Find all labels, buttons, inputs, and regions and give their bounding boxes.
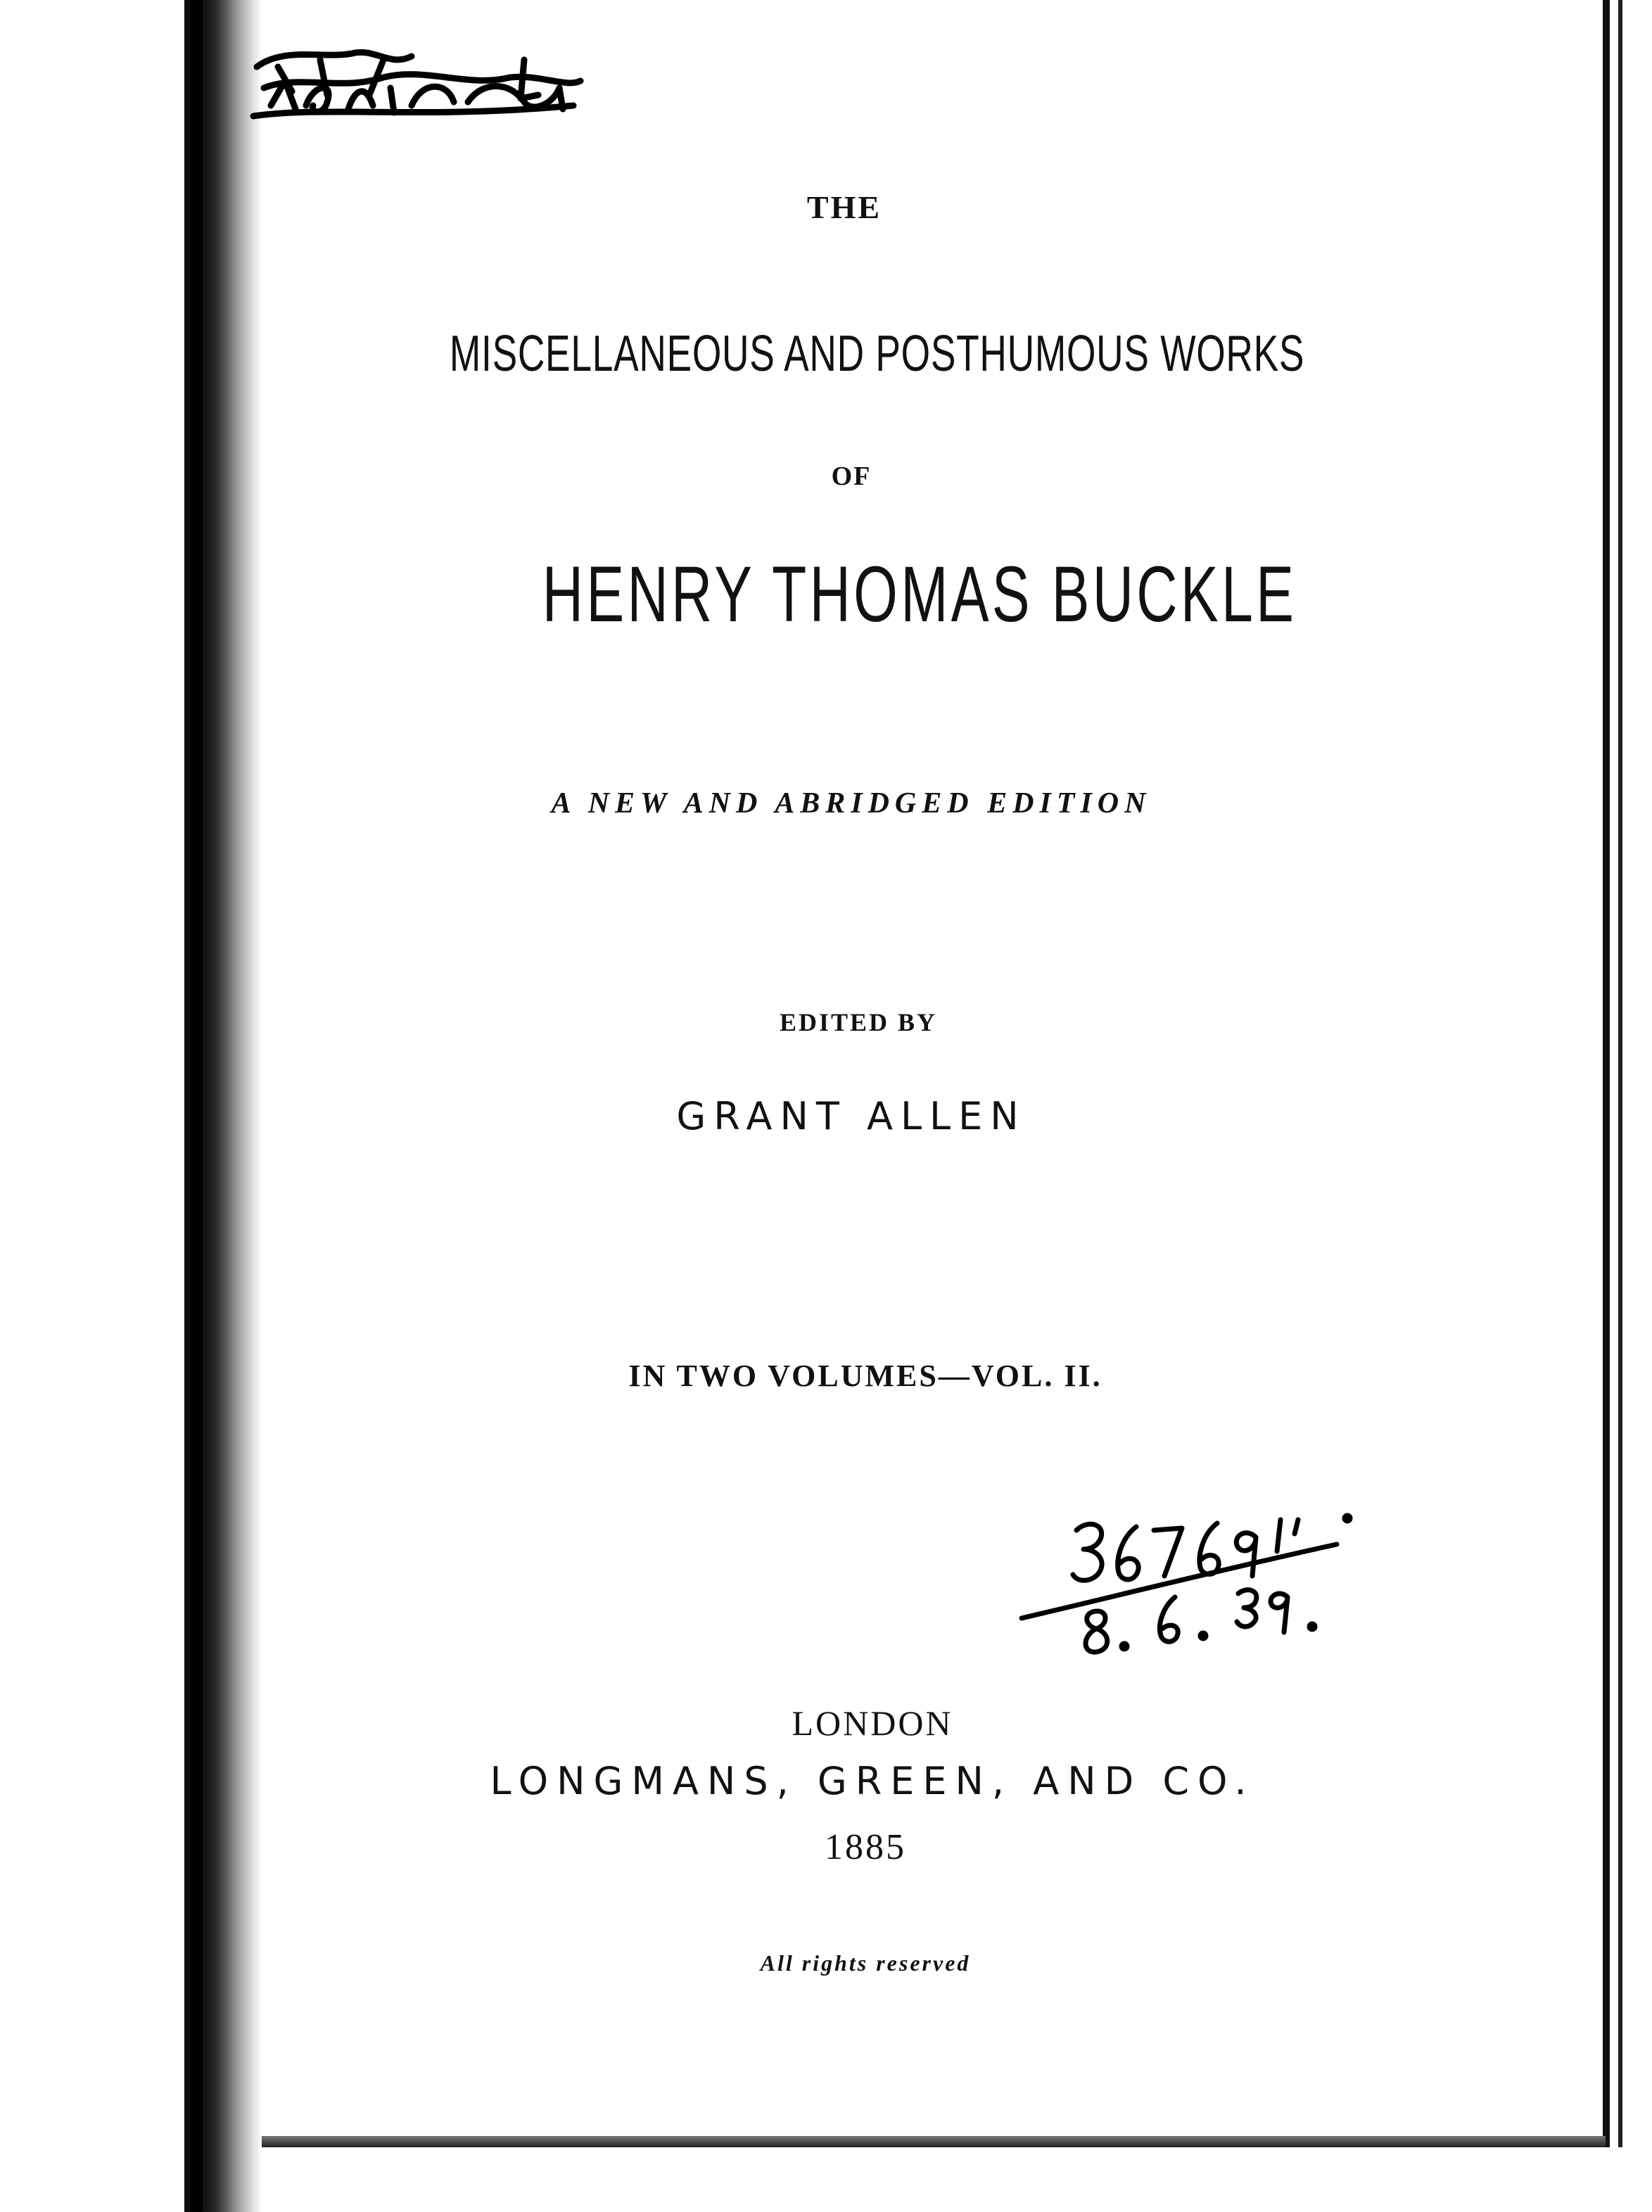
publication-year: 1885 xyxy=(825,1827,906,1867)
publisher-name: LONGMANS, GREEN, AND CO. xyxy=(490,1759,1255,1803)
below-page xyxy=(262,2147,1652,2212)
library-accession-mark xyxy=(1013,1499,1365,1667)
edition-line: A NEW AND ABRIDGED EDITION xyxy=(551,787,1152,820)
rights-notice: All rights reserved xyxy=(760,1950,971,1976)
editor-name: GRANT ALLEN xyxy=(676,1094,1027,1138)
page-edge-outer xyxy=(1618,0,1622,2212)
publication-place: LONDON xyxy=(792,1703,953,1743)
title-article: THE xyxy=(806,189,882,225)
title-page xyxy=(262,0,1599,2139)
struck-shelfmark xyxy=(243,39,587,130)
book-gutter xyxy=(184,0,262,2212)
author-name: HENRY THOMAS BUCKLE xyxy=(542,550,1297,638)
left-endpaper xyxy=(0,0,184,2212)
edited-by-label: EDITED BY xyxy=(779,1008,938,1036)
book-title: MISCELLANEOUS AND POSTHUMOUS WORKS xyxy=(449,326,1305,382)
page-edge xyxy=(1603,0,1610,2212)
title-connector: OF xyxy=(831,462,872,491)
page-bottom-edge xyxy=(262,2136,1606,2147)
volume-line: IN TWO VOLUMES—VOL. II. xyxy=(628,1359,1103,1393)
